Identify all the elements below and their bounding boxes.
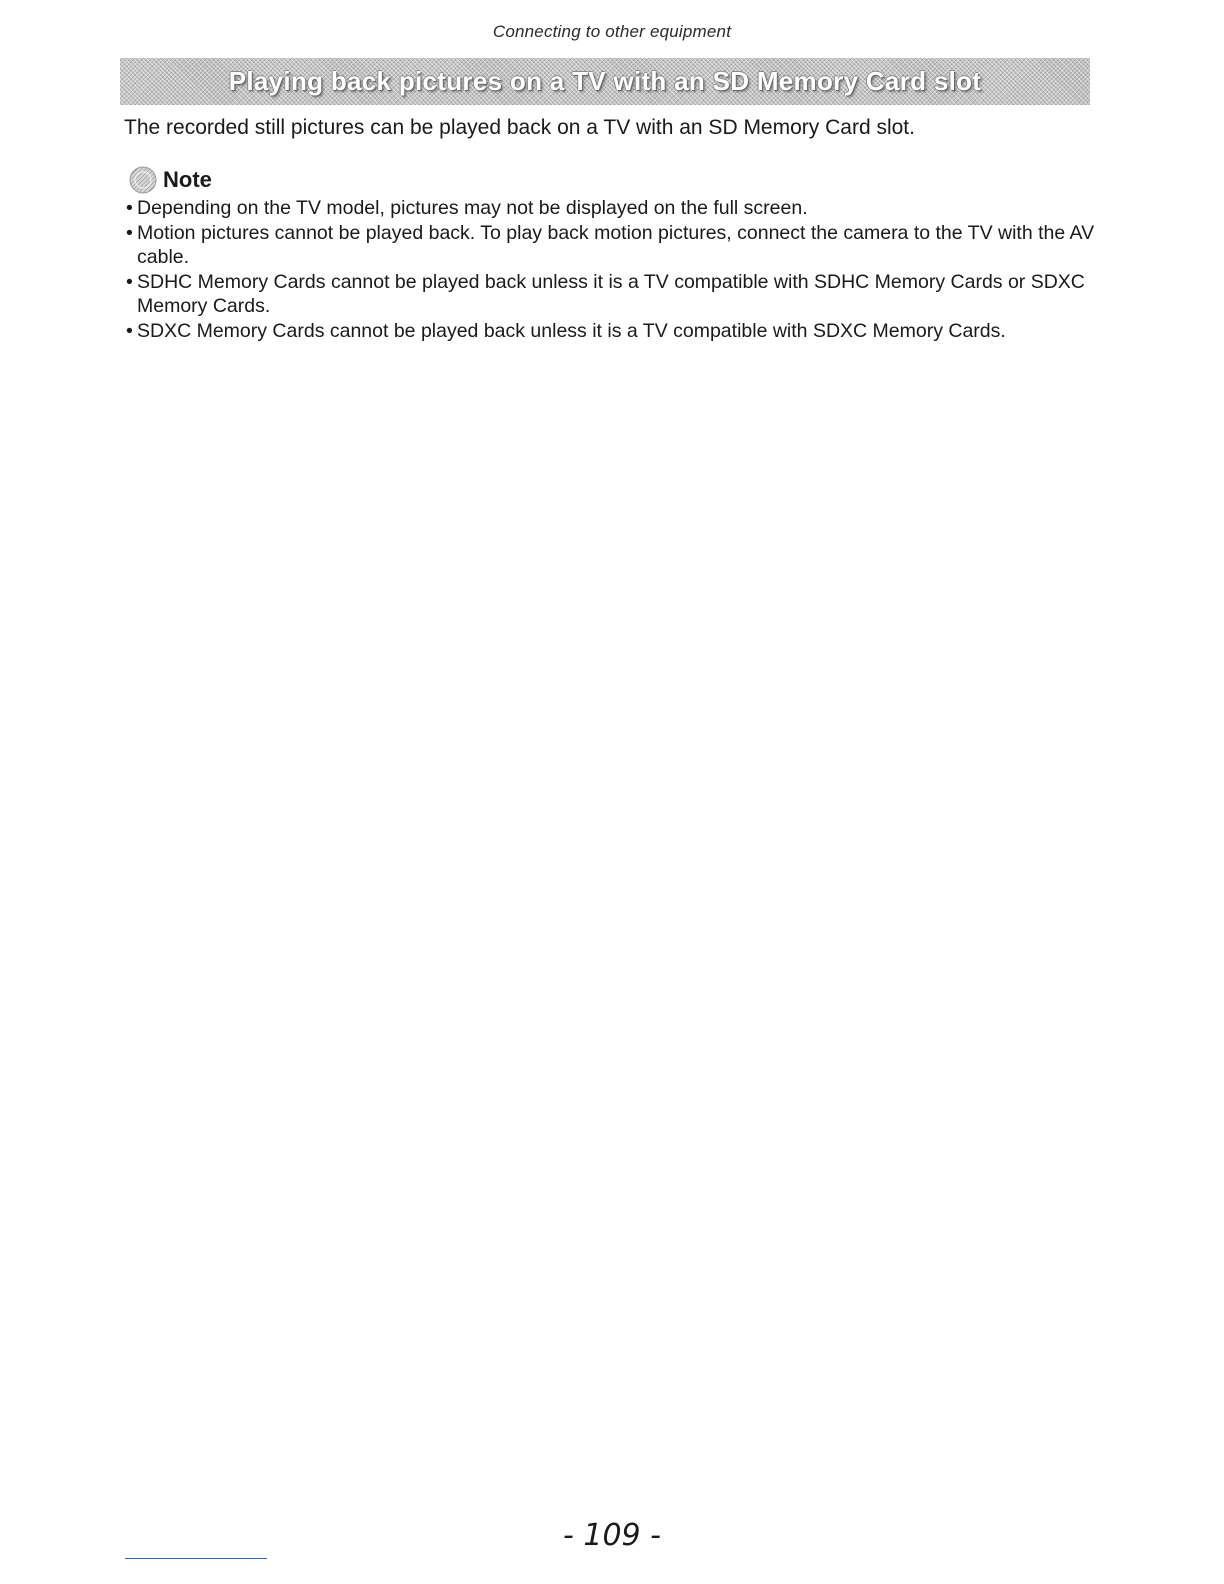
note-item-text: Motion pictures cannot be played back. To play back motion pictures, connect the camera to the TV with the AV cable.: [137, 221, 1095, 268]
running-header: Connecting to other equipment: [492, 22, 732, 41]
note-heading: [128, 165, 212, 195]
note-icon: [128, 165, 158, 195]
note-list: [124, 196, 1104, 343]
note-item: [124, 221, 1104, 270]
intro-paragraph: The recorded still pictures can be played back on a TV with an SD Memory Card slot.: [124, 116, 915, 139]
bullet-icon: •: [126, 319, 133, 342]
page-number: - 109 -: [563, 1518, 661, 1553]
note-item-text: SDHC Memory Cards cannot be played back unless it is a TV compatible with SDHC Memory Cards or SDXC Memory Cards.: [137, 270, 1085, 317]
footer-rule: [125, 1558, 267, 1559]
note-item: [124, 319, 1104, 344]
bullet-icon: •: [126, 197, 133, 219]
bullet-icon: •: [126, 270, 133, 293]
section-title-banner: [120, 58, 1090, 105]
note-title: Note: [163, 167, 212, 192]
note-item: [124, 270, 1104, 319]
note-item: [124, 196, 1104, 221]
note-item-text: SDXC Memory Cards cannot be played back unless it is a TV compatible with SDXC Memory Cards.: [137, 319, 1006, 342]
section-title: Playing back pictures on a TV with an SD Memory Card slot: [228, 66, 982, 96]
bullet-icon: •: [126, 221, 133, 244]
note-item-text: Depending on the TV model, pictures may not be displayed on the full screen.: [137, 197, 808, 219]
